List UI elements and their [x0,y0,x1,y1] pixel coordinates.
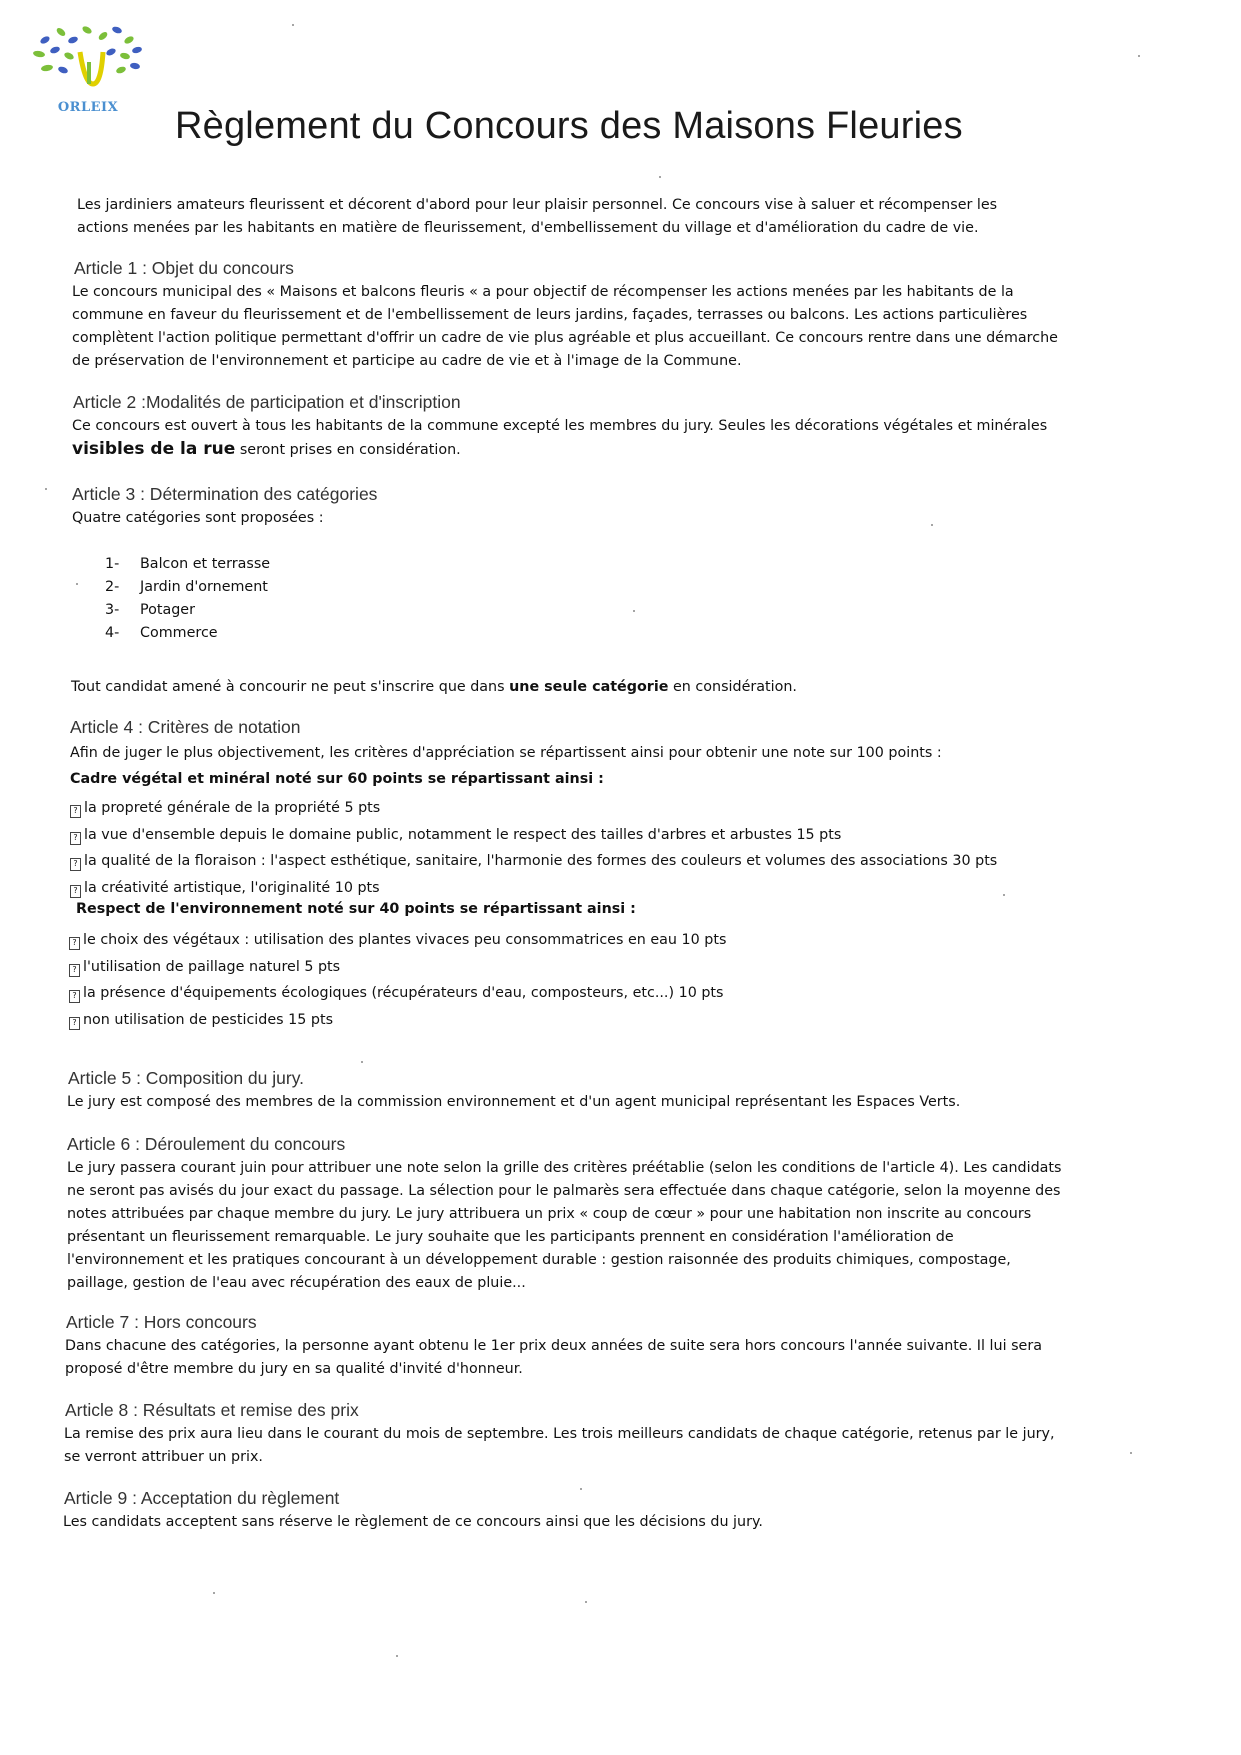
scan-speck [213,1592,215,1594]
article-7-title: Article 7 : Hors concours [66,1312,257,1332]
category-label: Balcon et terrasse [140,556,271,572]
article-2-text [72,415,1062,462]
article-2-text-before: Ce concours est ouvert à tous les habitants de la commune excepté les membres du jury. Seules les décorations végétales et minérales [72,418,1048,434]
category-number: 4- [105,625,120,641]
scan-speck [292,24,294,26]
criterion-item [70,853,997,871]
scan-speck [1003,894,1005,896]
scan-speck [1130,1452,1132,1454]
article-4-lead: Afin de juger le plus objectivement, les critères d'appréciation se répartissent ainsi pour obtenir une note sur 100 points : [70,745,942,761]
missing-glyph-icon: ? [70,832,81,845]
article-1-text: Le concours municipal des « Maisons et balcons fleuris « a pour objectif de récompenser les actions menées par les habitants de la commune en faveur du fleurissement et de l'embellissement de leurs jardins, façades, terrasses ou balcons. Les actions particulières complètent l'action politique permettant d'offrir un cadre de vie plus agréable et plus accueillant. Ce concours rentre dans une démarche de préservation de l'environnement et participe au cadre de vie et à l'image de la Commune. [72,284,1058,369]
scan-speck [76,583,78,585]
category-number: 3- [105,602,120,618]
category-number: 1- [105,556,120,572]
missing-glyph-icon: ? [69,937,80,950]
criterion-text: la présence d'équipements écologiques (récupérateurs d'eau, composteurs, etc...) 10 pts [83,985,724,1001]
missing-glyph-icon: ? [70,885,81,898]
criterion-text: l'utilisation de paillage naturel 5 pts [83,958,341,975]
article-3-title: Article 3 : Détermination des catégories [72,484,378,504]
article-2-text-bold: visibles de la rue [72,439,236,459]
scan-speck [585,1601,587,1603]
article-4-title: Article 4 : Critères de notation [70,717,301,737]
criterion-text: la créativité artistique, l'originalité 10 pts [84,879,380,896]
criterion-text: non utilisation de pesticides 15 pts [83,1011,334,1028]
article-8-text: La remise des prix aura lieu dans le courant du mois de septembre. Les trois meilleurs candidats de chaque catégorie, retenus par le jury, se verront attribuer un prix. [64,1426,1055,1465]
article-3-note [71,676,797,699]
article-7-text: Dans chacune des catégories, la personne ayant obtenu le 1er prix deux années de suite sera hors concours l'année suivante. Il lui sera proposé d'être membre du jury en sa qualité d'invité d'honneur. [65,1338,1042,1377]
criterion-item [69,1012,333,1030]
criterion-text: la qualité de la floraison : l'aspect esthétique, sanitaire, l'harmonie des formes des couleurs et volumes des associations 30 pts [84,853,998,869]
orleix-logo [25,22,160,122]
scan-speck [633,610,635,612]
article-5-title: Article 5 : Composition du jury. [68,1068,305,1088]
tree-logo-icon [25,22,160,102]
scan-speck [361,1061,363,1063]
article-9-text: Les candidats acceptent sans réserve le règlement de ce concours ainsi que les décisions du jury. [63,1514,763,1530]
missing-glyph-icon: ? [69,964,80,977]
missing-glyph-icon: ? [70,805,81,818]
missing-glyph-icon: ? [69,1017,80,1030]
article-5-text: Le jury est composé des membres de la commission environnement et d'un agent municipal représentant les Espaces Verts. [67,1094,961,1110]
criteria-group-1-title: Cadre végétal et minéral noté sur 60 points se répartissant ainsi : [70,771,604,787]
category-label: Commerce [140,625,218,641]
intro-paragraph: Les jardiniers amateurs fleurissent et décorent d'abord pour leur plaisir personnel. Ce concours vise à saluer et récompenser les actions menées par les habitants en matière de fleurissement, d'embellissement du village et d'amélioration du cadre de vie. [77,197,998,236]
article-1-title: Article 1 : Objet du concours [74,258,294,278]
scan-speck [396,1655,398,1657]
logo-text: ORLEIX [57,100,119,115]
criterion-text: la vue d'ensemble depuis le domaine public, notamment le respect des tailles d'arbres et arbustes 15 pts [84,826,842,843]
criterion-item [70,800,380,818]
article-3-note-after: en considération. [668,679,797,695]
article-6-title: Article 6 : Déroulement du concours [67,1134,346,1154]
missing-glyph-icon: ? [70,858,81,871]
article-9-title: Article 9 : Acceptation du règlement [64,1488,340,1508]
criteria-group-2-title: Respect de l'environnement noté sur 40 points se répartissant ainsi : [76,901,636,917]
category-label: Jardin d'ornement [140,579,268,595]
criterion-item [69,932,726,950]
category-number: 2- [105,579,120,595]
scan-speck [931,524,933,526]
article-3-lead: Quatre catégories sont proposées : [72,510,324,526]
category-label: Potager [140,602,195,618]
article-3-note-bold: une seule catégorie [509,679,669,695]
article-2-text-after: seront prises en considération. [235,442,461,458]
scan-speck [659,176,661,178]
scan-speck [45,488,47,490]
criterion-item [70,827,841,845]
article-6-text: Le jury passera courant juin pour attribuer une note selon la grille des critères préétablie (selon les conditions de l'article 4). Les candidats ne seront pas avisés du jour exact du passage. La sélection pour le palmarès sera effectuée dans chaque catégorie, selon la moyenne des notes attribuées par chaque membre du jury. Le jury attribuera un prix « coup de cœur » pour une habitation non inscrite au concours présentant un fleurissement remarquable. Le jury souhaite que les participants prennent en considération l'amélioration de l'environnement et les pratiques concourant à un développement durable : gestion raisonnée des produits chimiques, compostage, paillage, gestion de l'eau avec récupération des eaux de pluie... [67,1160,1062,1291]
scan-speck [1138,55,1140,57]
criterion-text: le choix des végétaux : utilisation des plantes vivaces peu consommatrices en eau 10 pts [83,932,727,948]
article-3-note-before: Tout candidat amené à concourir ne peut s'inscrire que dans [71,679,510,695]
criterion-item [69,959,340,977]
article-2-title: Article 2 :Modalités de participation et d'inscription [73,392,461,412]
criterion-item [70,880,380,898]
criterion-text: la propreté générale de la propriété 5 pts [84,800,381,816]
criterion-item [69,985,723,1003]
missing-glyph-icon: ? [69,990,80,1003]
article-8-title: Article 8 : Résultats et remise des prix [65,1400,359,1420]
page-title: Règlement du Concours des Maisons Fleuries [175,105,963,147]
scan-speck [580,1488,582,1490]
